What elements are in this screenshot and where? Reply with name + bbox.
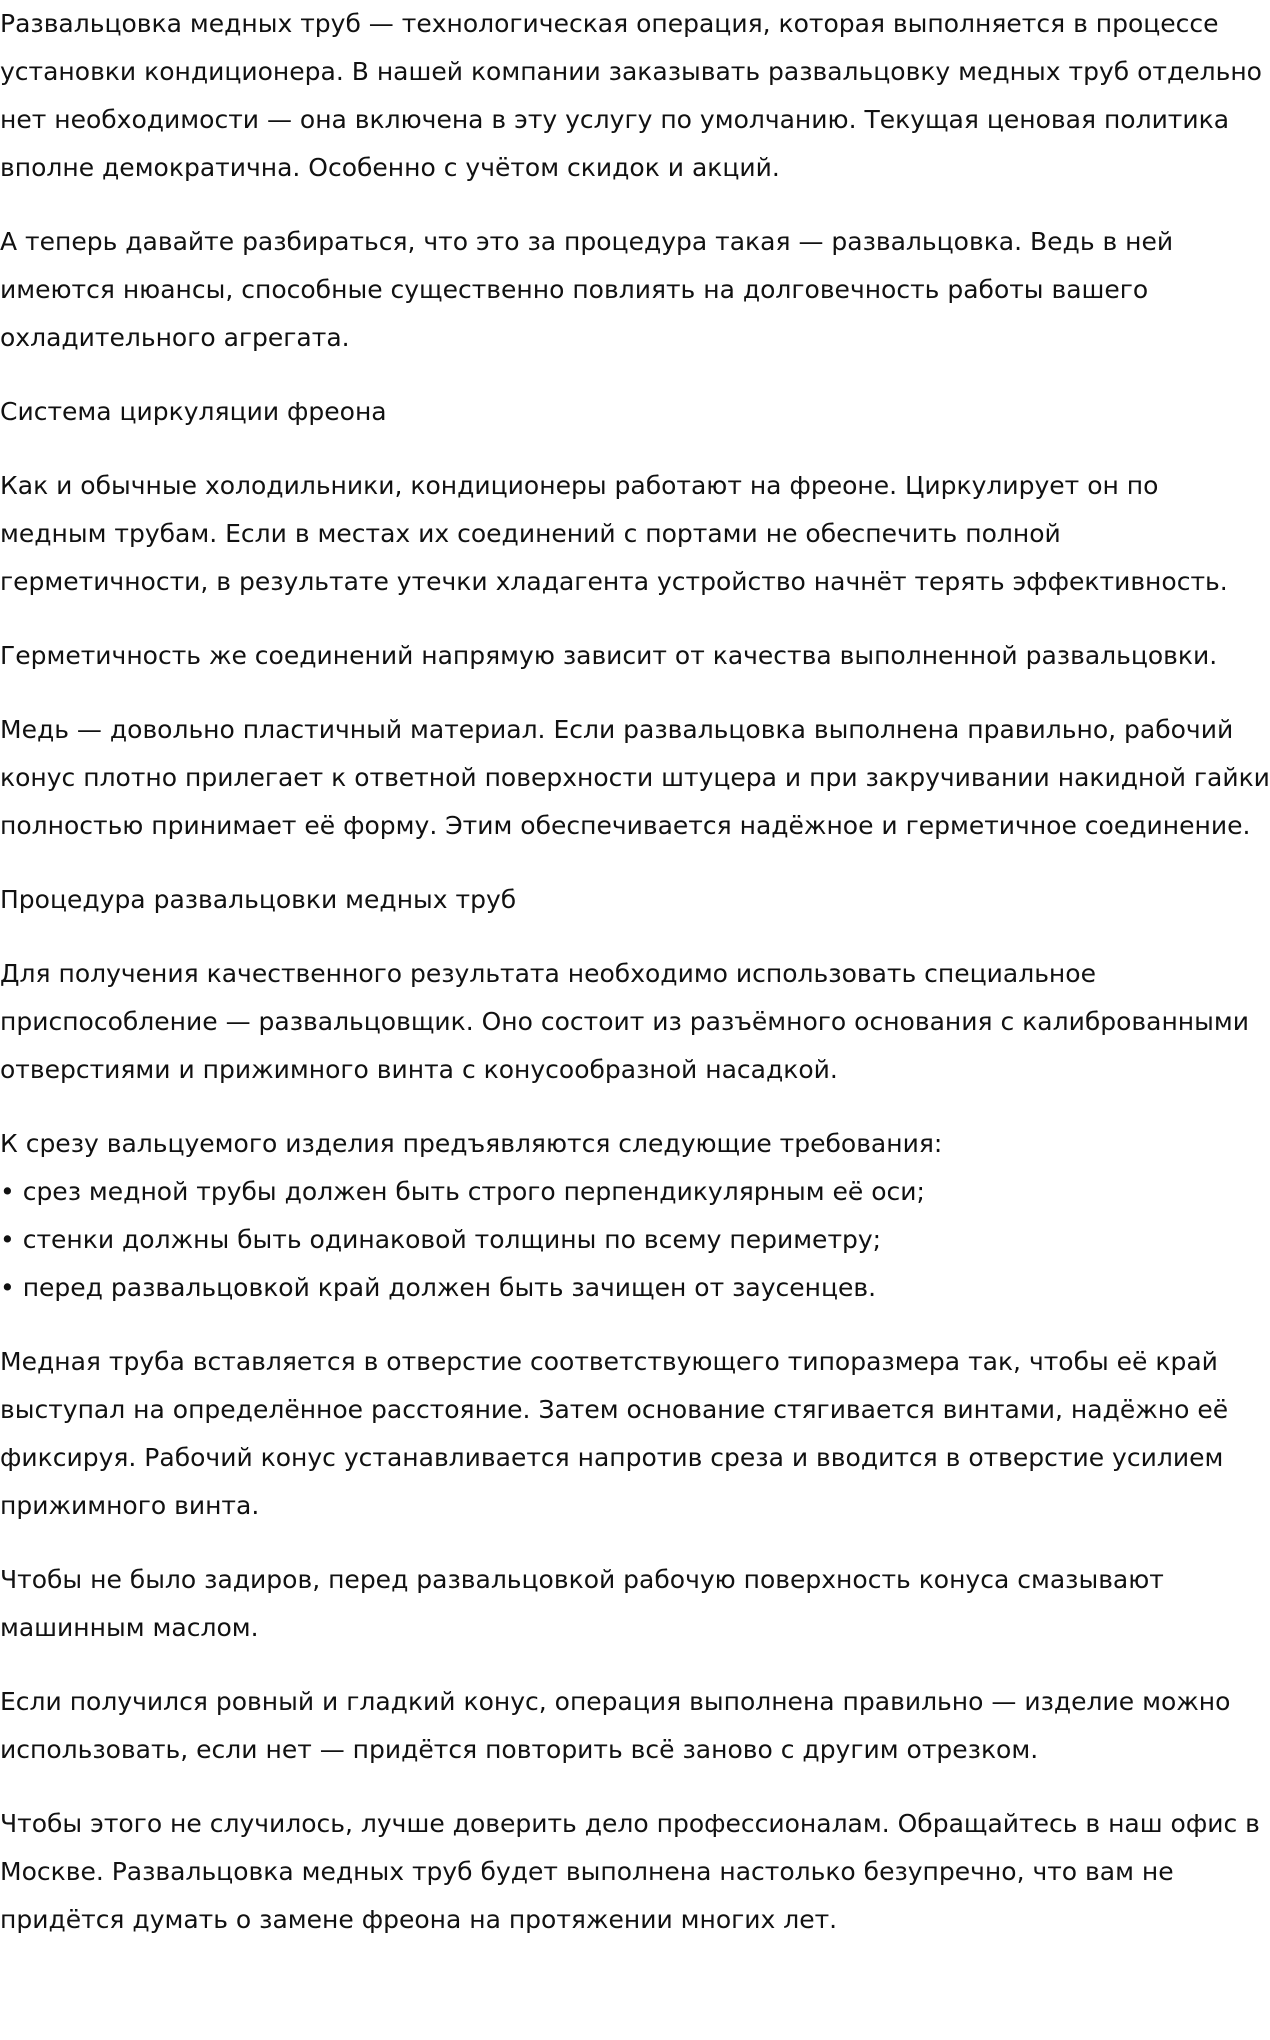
requirements-intro: К срезу вальцуемого изделия предъявляются следующие требования: [0, 1129, 943, 1158]
list-item: • стенки должны быть одинаковой толщины по всему периметру; [0, 1225, 882, 1254]
section-heading-freon: Система циркуляции фреона [0, 397, 387, 426]
paragraph-intro: Развальцовка медных труб — технологическая операция, которая выполняется в процессе установки кондиционера. В нашей компании заказывать развальцовку медных труб отдельно нет необходимости — она включена в эту услугу по умолчанию. Текущая ценовая политика вполне демократична. Особенно с учётом скидок и акций. [0, 9, 1262, 182]
requirements-list [0, 1120, 1270, 1312]
paragraph-tool: Для получения качественного результата необходимо использовать специальное приспособление — развальцовщик. Оно состоит из разъёмного основания с калиброванными отверстиями и прижимного винта с конусообразной насадкой. [0, 959, 1249, 1084]
paragraph-insertion: Медная труба вставляется в отверстие соответствующего типоразмера так, чтобы её край выступал на определённое расстояние. Затем основание стягивается винтами, надёжно её фиксируя. Рабочий конус устанавливается напротив среза и вводится в отверстие усилием прижимного винта. [0, 1347, 1229, 1520]
section-heading-procedure: Процедура развальцовки медных труб [0, 885, 517, 914]
paragraph-nuances: А теперь давайте разбираться, что это за процедура такая — развальцовка. Ведь в ней имеются нюансы, способные существенно повлиять на долговечность работы вашего охладительного агрегата. [0, 227, 1174, 352]
list-item: • срез медной трубы должен быть строго перпендикулярным её оси; [0, 1177, 925, 1206]
paragraph-tightness: Герметичность же соединений напрямую зависит от качества выполненной развальцовки. [0, 641, 1218, 670]
paragraph-freon: Как и обычные холодильники, кондиционеры работают на фреоне. Циркулирует он по медным трубам. Если в местах их соединений с портами не обеспечить полной герметичности, в результате утечки хладагента устройство начнёт терять эффективность. [0, 471, 1228, 596]
paragraph-call-to-action: Чтобы этого не случилось, лучше доверить дело профессионалам. Обращайтесь в наш офис в Москве. Развальцовка медных труб будет выполнена настолько безупречно, что вам не придётся думать о замене фреона на протяжении многих лет. [0, 1809, 1260, 1934]
paragraph-result: Если получился ровный и гладкий конус, операция выполнена правильно — изделие можно использовать, если нет — придётся повторить всё заново с другим отрезком. [0, 1687, 1231, 1764]
list-item: • перед развальцовкой край должен быть зачищен от заусенцев. [0, 1273, 877, 1302]
paragraph-copper: Медь — довольно пластичный материал. Если развальцовка выполнена правильно, рабочий конус плотно прилегает к ответной поверхности штуцера и при закручивании накидной гайки полностью принимает её форму. Этим обеспечивается надёжное и герметичное соединение. [0, 715, 1270, 840]
paragraph-lubrication: Чтобы не было задиров, перед развальцовкой рабочую поверхность конуса смазывают машинным маслом. [0, 1565, 1164, 1642]
